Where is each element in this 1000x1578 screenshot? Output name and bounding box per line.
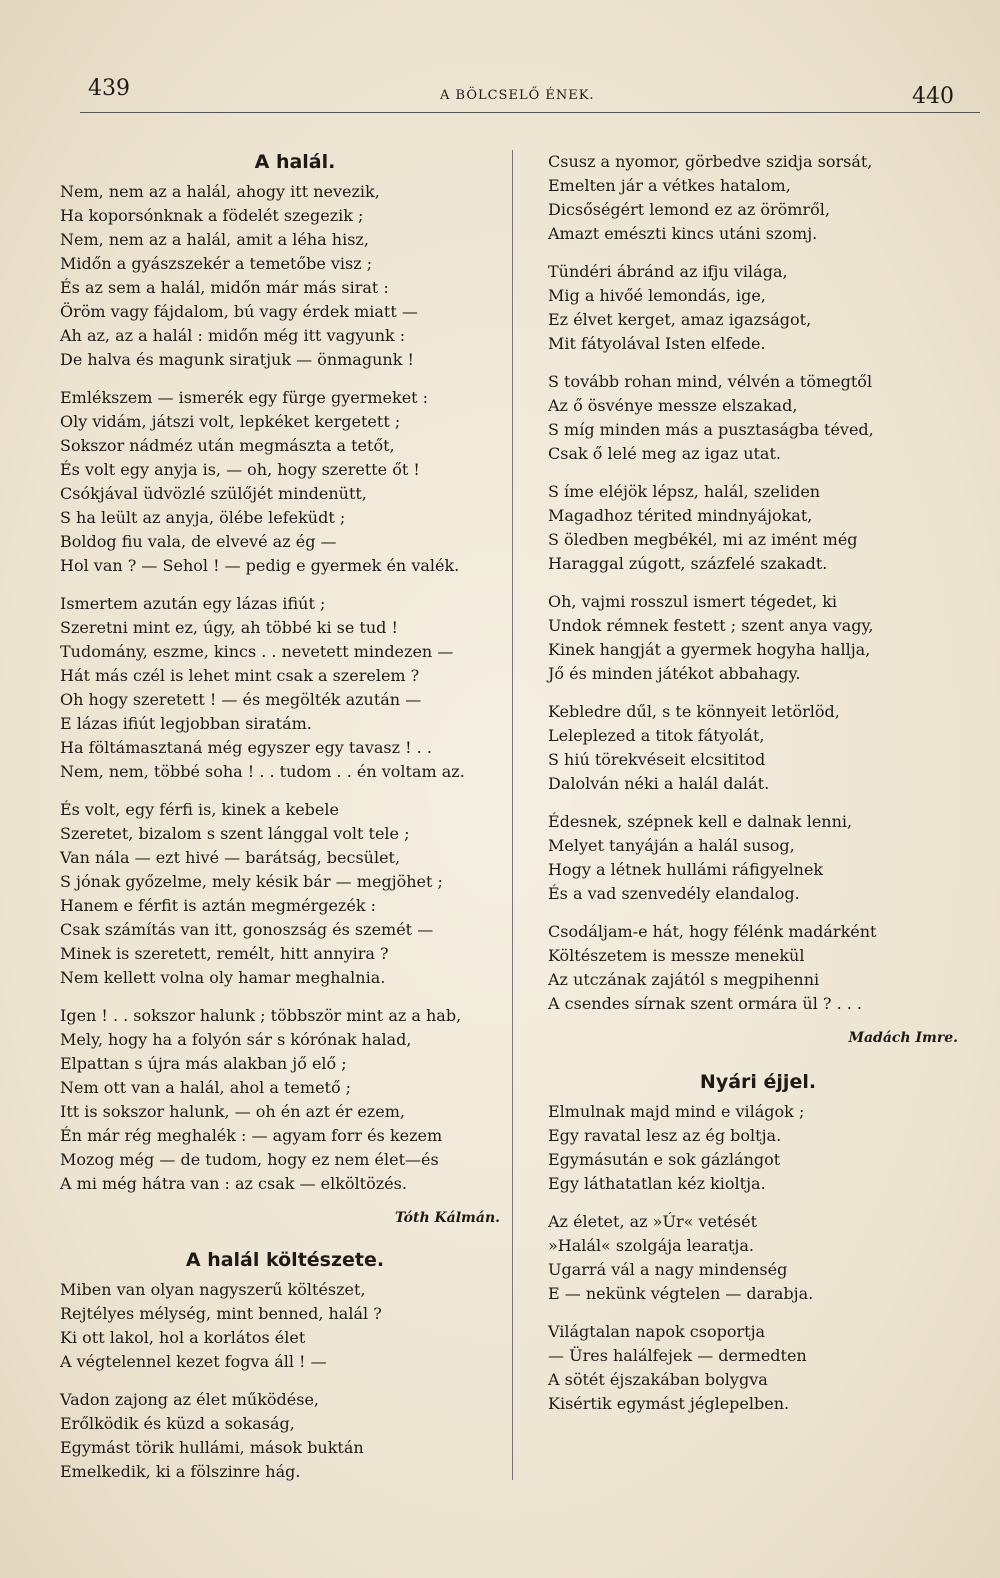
running-title: A BÖLCSELŐ ÉNEK. bbox=[440, 88, 595, 103]
page-number-left: 439 bbox=[88, 76, 130, 101]
verse-line: Nem, nem az a halál, ahogy itt nevezik, bbox=[60, 182, 380, 201]
verse-line: Egy ravatal lesz az ég boltja. bbox=[548, 1126, 782, 1145]
stanza bbox=[548, 480, 968, 576]
verse-line: És volt egy anyja is, — oh, hogy szerette őt ! bbox=[60, 460, 420, 479]
verse-line: S tovább rohan mind, vélvén a tömegtől bbox=[548, 372, 873, 391]
verse-line: Csak számítás van itt, gonoszság és szemét — bbox=[60, 920, 434, 939]
stanza bbox=[60, 1388, 510, 1484]
poem-body bbox=[548, 1100, 968, 1416]
verse-line: Költészetem is messze menekül bbox=[548, 946, 805, 965]
verse-line: Csókjával üdvözlé szülőjét mindenütt, bbox=[60, 484, 367, 503]
verse-line: Kisértik egymást jéglepelben. bbox=[548, 1394, 790, 1413]
verse-line: Világtalan napok csoportja bbox=[548, 1322, 766, 1341]
verse-line: Elpattan s újra más alakban jő elő ; bbox=[60, 1054, 347, 1073]
stanza bbox=[548, 260, 968, 356]
poem-body bbox=[548, 150, 968, 1016]
verse-line: Ugarrá vál a nagy mindenség bbox=[548, 1260, 788, 1279]
verse-line: Én már rég meghalék : — agyam forr és kezem bbox=[60, 1126, 443, 1145]
verse-line: Egymást törik hullámi, mások buktán bbox=[60, 1438, 364, 1457]
verse-line: Kinek hangját a gyermek hogyha hallja, bbox=[548, 640, 871, 659]
verse-line: Vadon zajong az élet működése, bbox=[60, 1390, 319, 1409]
verse-line: Egy láthatatlan kéz kioltja. bbox=[548, 1174, 766, 1193]
verse-line: Van nála — ezt hivé — barátság, becsület, bbox=[60, 848, 401, 867]
verse-line: Hogy a létnek hullámi ráfigyelnek bbox=[548, 860, 824, 879]
verse-line: A csendes sírnak szent ormára ül ? . . . bbox=[548, 994, 862, 1013]
verse-line: Mig a hivőé lemondás, ige, bbox=[548, 286, 766, 305]
verse-line: S hiú törekvéseit elcsititod bbox=[548, 750, 766, 769]
verse-line: Melyet tanyáján a halál susog, bbox=[548, 836, 795, 855]
verse-line: És volt, egy férfi is, kinek a kebele bbox=[60, 800, 339, 819]
poem-title: A halál költészete. bbox=[185, 1249, 385, 1271]
column-divider bbox=[512, 150, 513, 1480]
verse-line: A sötét éjszakában bolygva bbox=[548, 1370, 768, 1389]
verse-line: S ha leült az anyja, ölébe lefeküdt ; bbox=[60, 508, 346, 527]
verse-line: Magadhoz térited mindnyájokat, bbox=[548, 506, 813, 525]
verse-line: Erőlködik és küzd a sokaság, bbox=[60, 1414, 295, 1433]
verse-line: Emlékszem — ismerék egy fürge gyermeket : bbox=[60, 388, 429, 407]
verse-line: E — nekünk végtelen — darabja. bbox=[548, 1284, 814, 1303]
verse-line: Mit fátyolával Isten elfede. bbox=[548, 334, 766, 353]
right-column bbox=[548, 150, 968, 1430]
stanza bbox=[548, 920, 968, 1016]
header-rule bbox=[80, 112, 980, 113]
left-column bbox=[60, 150, 510, 1498]
verse-line: Öröm vagy fájdalom, bú vagy érdek miatt — bbox=[60, 302, 418, 321]
stanza bbox=[60, 1278, 510, 1374]
verse-line: Jő és minden játékot abbahagy. bbox=[548, 664, 801, 683]
verse-line: »Halál« szolgája learatja. bbox=[548, 1236, 755, 1255]
verse-line: Az utczának zajától s megpihenni bbox=[548, 970, 820, 989]
stanza bbox=[548, 700, 968, 796]
verse-line: Ah az, az a halál : midőn még itt vagyunk : bbox=[60, 326, 406, 345]
verse-line: S jónak győzelme, mely késik bár — megjöhet ; bbox=[60, 872, 443, 891]
verse-line: Hát más czél is lehet mint csak a szerelem ? bbox=[60, 666, 420, 685]
verse-line: Nem, nem, többé soha ! . . tudom . . én voltam az. bbox=[60, 762, 465, 781]
poem-signature: Tóth Kálmán. bbox=[394, 1210, 500, 1226]
stanza bbox=[548, 590, 968, 686]
verse-line: És a vad szenvedély elandalog. bbox=[548, 884, 800, 903]
verse-line: Ha föltámasztaná még egyszer egy tavasz ! . . bbox=[60, 738, 432, 757]
poem-body bbox=[60, 180, 510, 1196]
verse-line: E lázas ifiút legjobban siratám. bbox=[60, 714, 312, 733]
verse-line: Sokszor nádméz után megmászta a tetőt, bbox=[60, 436, 395, 455]
verse-line: Tudomány, eszme, kincs . . nevetett mindezen — bbox=[60, 642, 454, 661]
verse-line: A végtelennel kezet fogva áll ! — bbox=[60, 1352, 327, 1371]
verse-line: Miben van olyan nagyszerű költészet, bbox=[60, 1280, 366, 1299]
poem-signature: Madách Imre. bbox=[848, 1030, 958, 1046]
verse-line: Csodáljam-e hát, hogy félénk madárként bbox=[548, 922, 877, 941]
poem-body bbox=[60, 1278, 510, 1484]
verse-line: Undok rémnek festett ; szent anya vagy, bbox=[548, 616, 874, 635]
verse-line: Emelkedik, ki a fölszinre hág. bbox=[60, 1462, 301, 1481]
verse-line: Ismertem azután egy lázas ifiút ; bbox=[60, 594, 326, 613]
verse-line: És az sem a halál, midőn már más sirat : bbox=[60, 278, 389, 297]
poem-title: Nyári éjjel. bbox=[699, 1071, 817, 1093]
stanza bbox=[60, 1004, 510, 1196]
verse-line: Midőn a gyászszekér a temetőbe visz ; bbox=[60, 254, 373, 273]
verse-line: Csusz a nyomor, görbedve szidja sorsát, bbox=[548, 152, 873, 171]
stanza bbox=[60, 386, 510, 578]
verse-line: Hanem e férfit is aztán megmérgezék : bbox=[60, 896, 376, 915]
verse-line: Ha koporsónknak a födelét szegezik ; bbox=[60, 206, 364, 225]
stanza bbox=[548, 810, 968, 906]
verse-line: Ki ott lakol, hol a korlátos élet bbox=[60, 1328, 306, 1347]
stanza bbox=[548, 370, 968, 466]
page-header bbox=[0, 70, 1000, 120]
verse-line: S íme eléjök lépsz, halál, szeliden bbox=[548, 482, 821, 501]
verse-line: Dalolván néki a halál dalát. bbox=[548, 774, 770, 793]
stanza bbox=[548, 150, 968, 246]
verse-line: Oh, vajmi rosszul ismert tégedet, ki bbox=[548, 592, 838, 611]
verse-line: Nem ott van a halál, ahol a temető ; bbox=[60, 1078, 352, 1097]
verse-line: S öledben megbékél, mi az imént még bbox=[548, 530, 858, 549]
verse-line: Nem, nem az a halál, amit a léha hisz, bbox=[60, 230, 369, 249]
verse-line: Boldog fiu vala, de elvevé az ég — bbox=[60, 532, 337, 551]
verse-line: Oly vidám, játszi volt, lepkéket kergetett ; bbox=[60, 412, 401, 431]
verse-line: Emelten jár a vétkes hatalom, bbox=[548, 176, 791, 195]
verse-line: Szeretni mint ez, úgy, ah többé ki se tud ! bbox=[60, 618, 398, 637]
verse-line: A mi még hátra van : az csak — elköltözés. bbox=[60, 1174, 407, 1193]
stanza bbox=[548, 1320, 968, 1416]
verse-line: Haraggal zúgott, százfelé szakadt. bbox=[548, 554, 828, 573]
verse-line: Mozog még — de tudom, hogy ez nem élet—és bbox=[60, 1150, 439, 1169]
verse-line: Nem kellett volna oly hamar meghalnia. bbox=[60, 968, 386, 987]
verse-line: Oh hogy szeretett ! — és megölték azután — bbox=[60, 690, 422, 709]
verse-line: S míg minden más a pusztaságba téved, bbox=[548, 420, 874, 439]
verse-line: Minek is szeretett, remélt, hitt annyira ? bbox=[60, 944, 389, 963]
verse-line: Tündéri ábránd az ifju világa, bbox=[548, 262, 788, 281]
verse-line: Itt is sokszor halunk, — oh én azt ér ezem, bbox=[60, 1102, 405, 1121]
verse-line: Édesnek, szépnek kell e dalnak lenni, bbox=[548, 812, 853, 831]
verse-line: Rejtélyes mélység, mint benned, halál ? bbox=[60, 1304, 382, 1323]
verse-line: Dicsőségért lemond ez az örömről, bbox=[548, 200, 830, 219]
verse-line: Szeretet, bizalom s szent lánggal volt tele ; bbox=[60, 824, 410, 843]
verse-line: Amazt emészti kincs utáni szomj. bbox=[548, 224, 818, 243]
verse-line: Egymásután e sok gázlángot bbox=[548, 1150, 781, 1169]
stanza bbox=[60, 798, 510, 990]
stanza bbox=[548, 1210, 968, 1306]
stanza bbox=[60, 592, 510, 784]
verse-line: Elmulnak majd mind e világok ; bbox=[548, 1102, 805, 1121]
verse-line: Leleplezed a titok fátyolát, bbox=[548, 726, 765, 745]
verse-line: Az életet, az »Úr« vetését bbox=[548, 1212, 757, 1231]
verse-line: Igen ! . . sokszor halunk ; többször mint az a hab, bbox=[60, 1006, 462, 1025]
stanza bbox=[60, 180, 510, 372]
poem-title: A halál. bbox=[254, 151, 336, 173]
verse-line: Az ő ösvénye messze elszakad, bbox=[548, 396, 798, 415]
page-number-right: 440 bbox=[912, 84, 954, 109]
verse-line: Mely, hogy ha a folyón sár s kórónak halad, bbox=[60, 1030, 412, 1049]
verse-line: De halva és magunk siratjuk — önmagunk ! bbox=[60, 350, 414, 369]
verse-line: Csak ő lelé meg az igaz utat. bbox=[548, 444, 781, 463]
verse-line: Kebledre dűl, s te könnyeit letörlöd, bbox=[548, 702, 840, 721]
verse-line: Ez élvet kerget, amaz igazságot, bbox=[548, 310, 812, 329]
verse-line: Hol van ? — Sehol ! — pedig e gyermek én valék. bbox=[60, 556, 460, 575]
stanza bbox=[548, 1100, 968, 1196]
verse-line: — Üres halálfejek — dermedten bbox=[548, 1346, 807, 1365]
